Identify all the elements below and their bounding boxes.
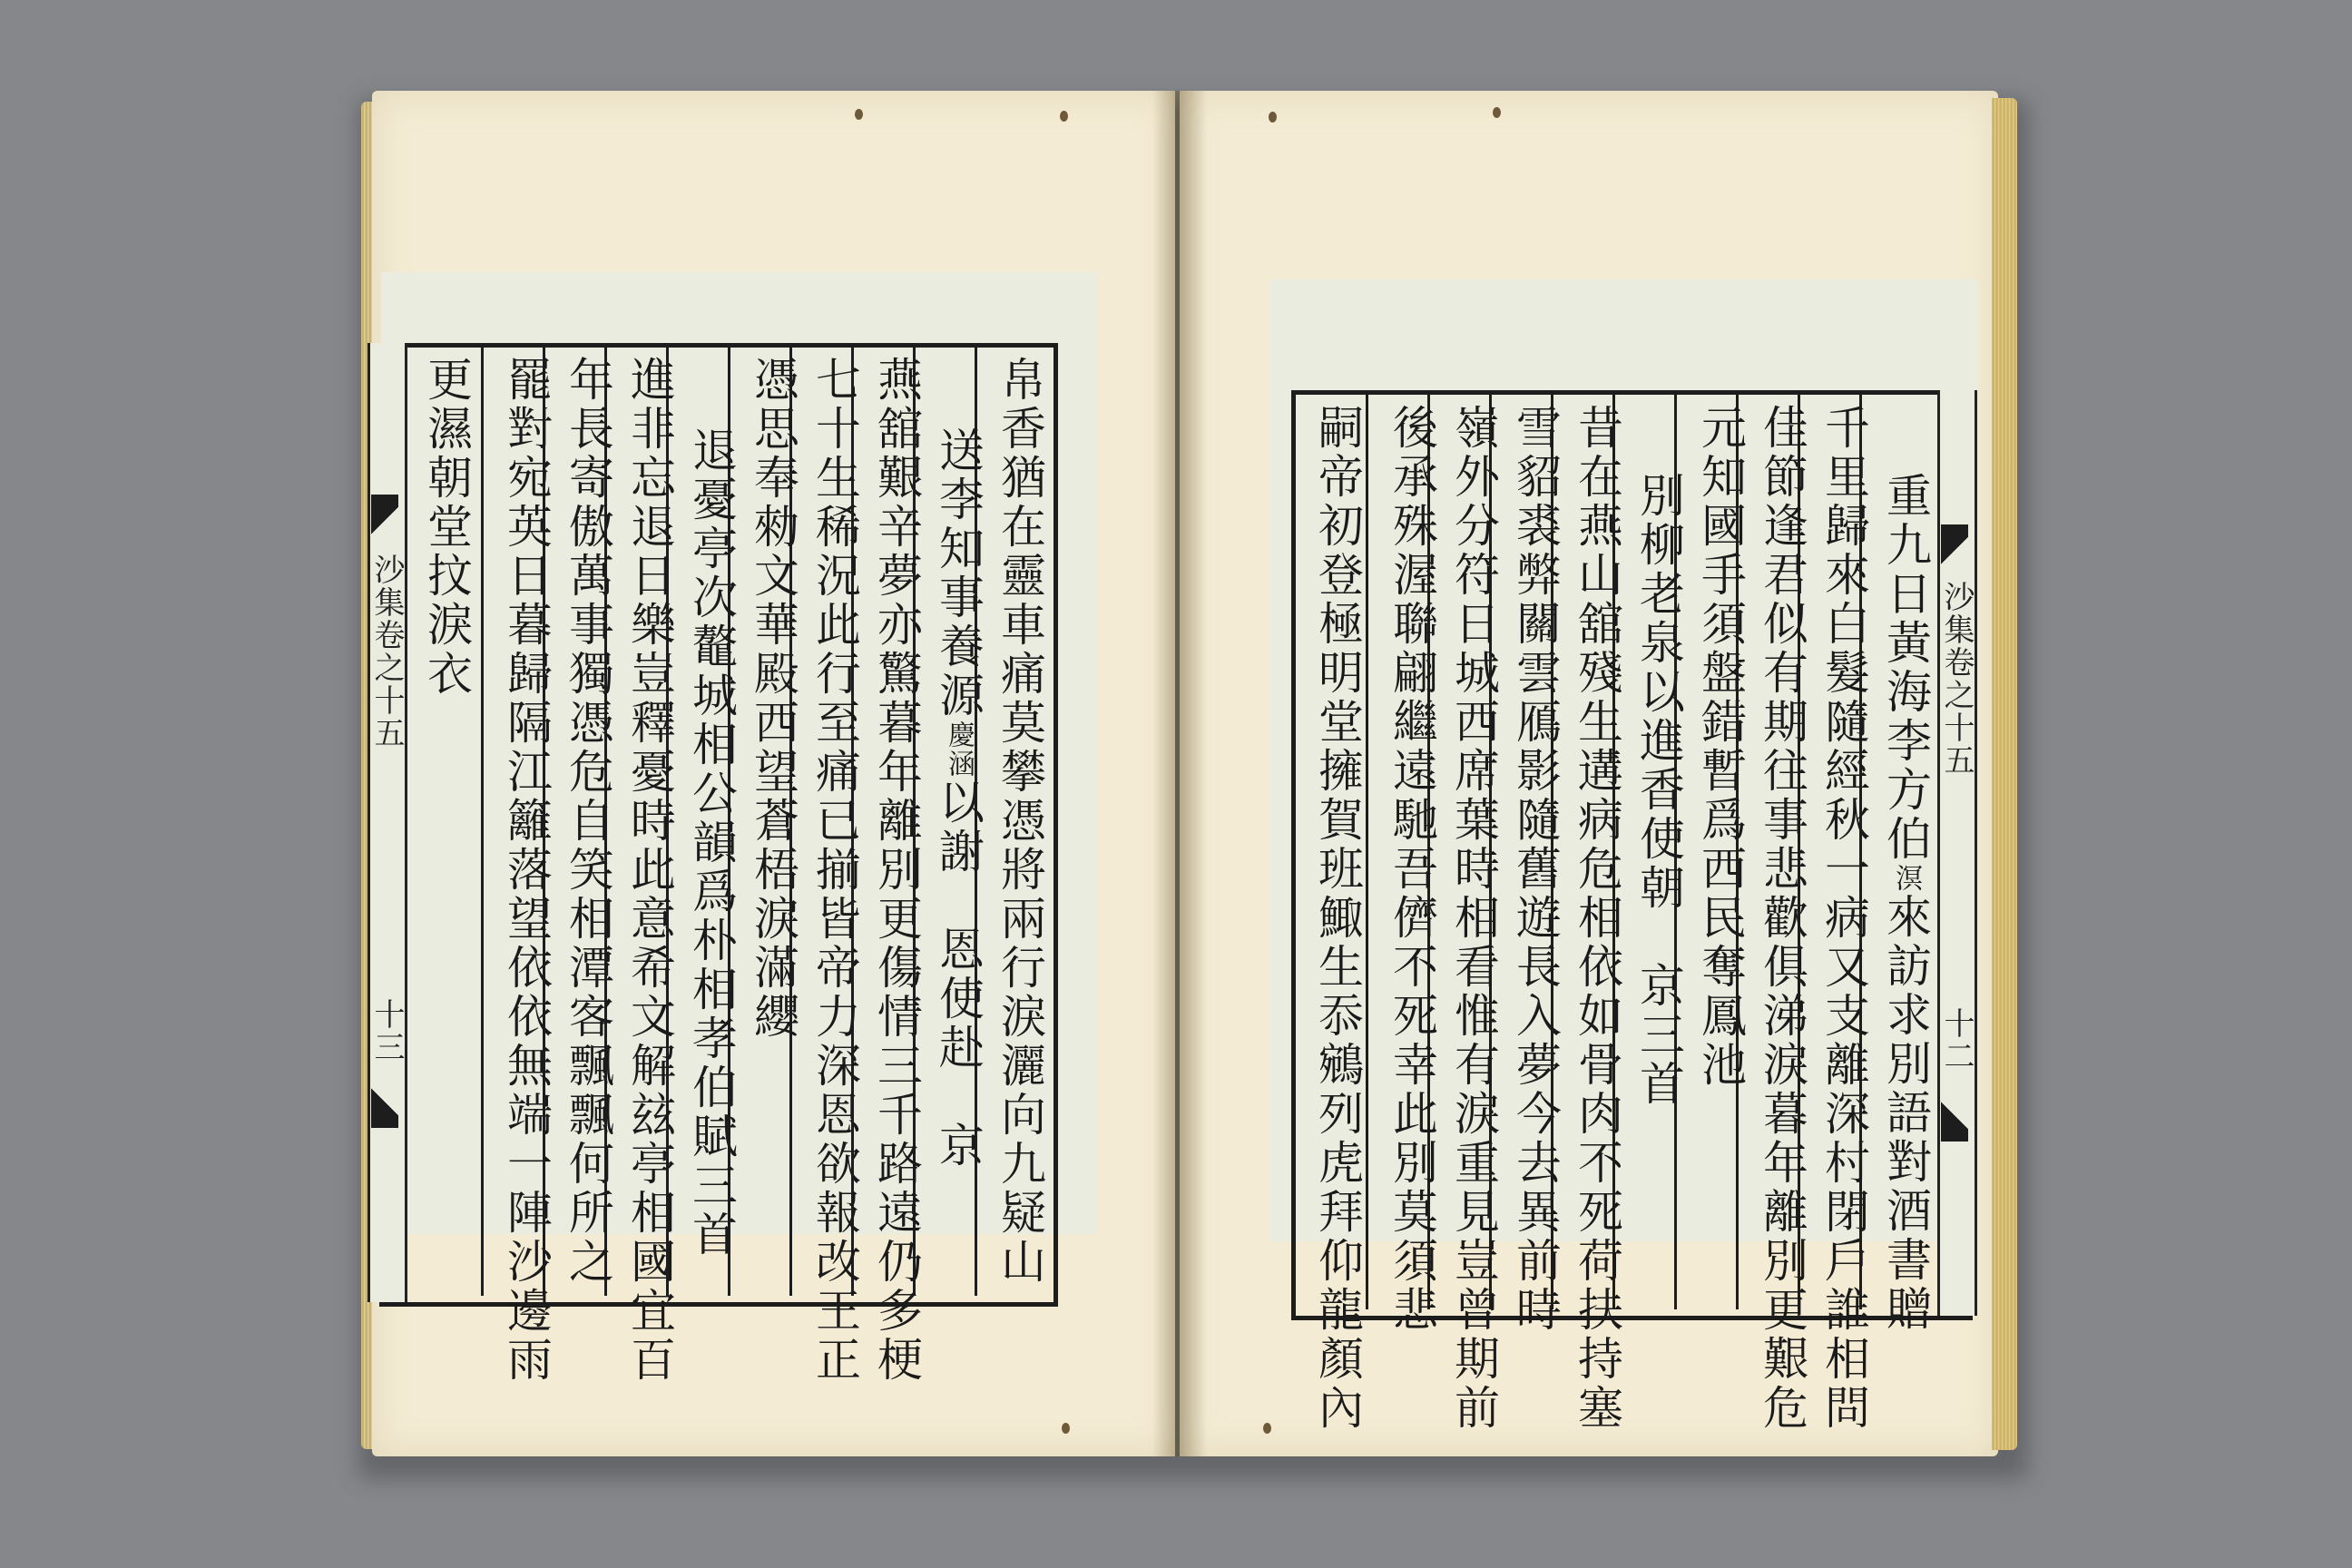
binding-hole <box>1493 107 1501 118</box>
column-rule <box>481 348 484 1296</box>
text-column: 進非忘退日樂豈釋憂時此意希文解玆亭相國宜百 <box>623 356 676 1385</box>
right-leaf-number: 十二 <box>1938 1007 1975 1073</box>
text-column: 燕舘艱辛夢亦驚暮年離別更傷情三千路遠仍多梗 <box>870 356 923 1385</box>
fish-tail-ornament-icon <box>371 495 398 547</box>
right-center-title: 沙集卷之十五 <box>1938 581 1975 777</box>
text-column: 憑思奉勑文華殿西望蒼梧淚滿纓 <box>747 356 799 1042</box>
binding-hole <box>1060 111 1068 122</box>
text-column: 帛香猶在靈車痛莫攀憑將兩行淚灑向九疑山 <box>994 356 1046 1287</box>
fish-tail-ornament-icon <box>1941 524 1968 577</box>
left-leaf-number: 十三 <box>368 998 405 1063</box>
binding-hole <box>1263 1423 1271 1434</box>
binding-hole <box>855 109 863 120</box>
left-center-strip <box>368 343 407 1302</box>
binding-hole <box>1062 1423 1070 1434</box>
text-column: 雪貂裘弊關雲鴈影隨舊遊長入夢今去異前時 <box>1509 404 1562 1335</box>
text-column: 千里歸來白髮隨經秋一病又支離深村閉戶誰相問 <box>1818 404 1870 1433</box>
right-page-edge <box>1992 98 2017 1450</box>
text-column: 嶺外分符日城西席葉時相看惟有淚重見豈曾期前 <box>1447 404 1500 1433</box>
text-column: 昔在燕山舘殘生遘病危相依如骨肉不死荷扶持塞 <box>1571 404 1623 1433</box>
left-center-title: 沙集卷之十五 <box>368 554 405 750</box>
text-column: 退憂亭次鼇城相公韻爲朴相孝伯賦三首 <box>685 426 738 1259</box>
fish-tail-ornament-icon <box>371 1075 398 1128</box>
text-column: 七十生稀況此行至痛已揃皆帝力深恩欲報改王正 <box>808 356 861 1385</box>
text-column: 佳節逢君似有期往事悲歡俱涕淚暮年離別更艱危 <box>1756 404 1808 1433</box>
text-column: 元知國手須盤錯暫爲西民奪鳳池 <box>1694 404 1747 1090</box>
text-column: 嗣帝初登極明堂擁賀班鯫生忝鵷列虎拜仰龍顏內 <box>1311 404 1364 1433</box>
text-column: 重九日黃海李方伯溟來訪求別語對酒書贈 <box>1879 472 1932 1334</box>
text-column: 別柳老泉以進香使朝 京三首 <box>1632 472 1685 1109</box>
text-column: 送李知事養源慶涵以謝 恩使赴 京 <box>932 426 985 1171</box>
text-column: 更濕朝堂抆淚衣 <box>420 356 473 699</box>
book-gutter <box>1152 91 1207 1456</box>
binding-hole <box>1269 112 1277 122</box>
text-column: 後承殊渥聯翩繼遠馳吾儕不死幸此別莫須悲 <box>1386 404 1438 1335</box>
fish-tail-ornament-icon <box>1941 1089 1968 1142</box>
text-column: 罷對宛英日暮歸隔江籬落望依依無端一陣沙邊雨 <box>500 356 553 1385</box>
text-column: 年長寄傲萬事獨憑危自笑相潭客飄飄何所之 <box>562 356 614 1287</box>
